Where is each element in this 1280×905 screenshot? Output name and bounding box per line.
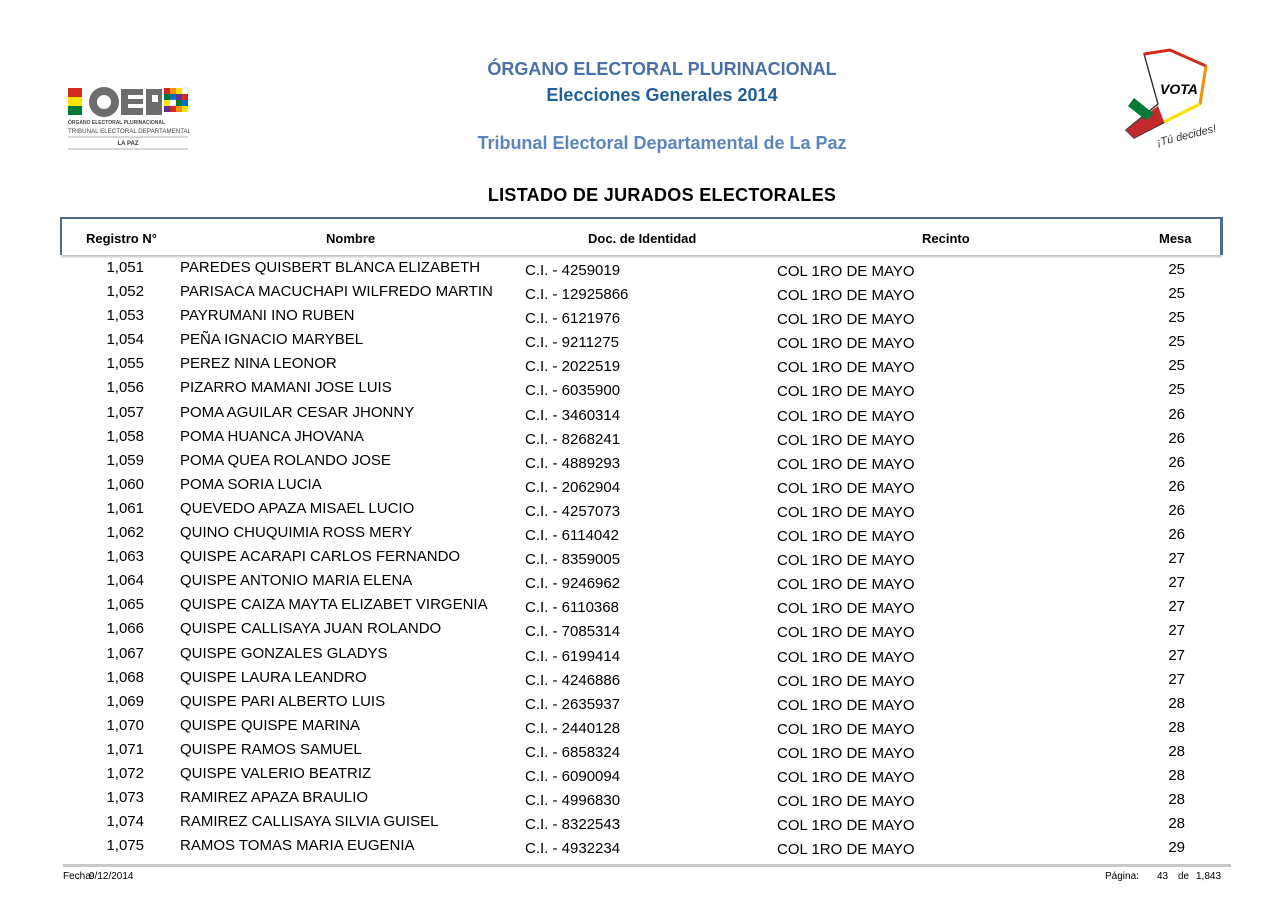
row-recinto: COL 1RO DE MAYO [777, 768, 915, 786]
row-registro: 1,071 [106, 740, 144, 758]
row-recinto: COL 1RO DE MAYO [777, 287, 915, 305]
table-row [0, 738, 1280, 762]
table-row [0, 304, 1280, 328]
row-mesa: 27 [1168, 550, 1185, 568]
row-registro: 1,056 [106, 379, 144, 397]
row-nombre: POMA QUEA ROLANDO JOSE [180, 451, 391, 469]
row-recinto: COL 1RO DE MAYO [777, 600, 915, 618]
row-doc: C.I. - 7085314 [525, 623, 621, 641]
row-doc: C.I. - 9246962 [525, 575, 621, 593]
row-mesa: 28 [1168, 742, 1185, 760]
table-row [0, 569, 1280, 593]
row-registro: 1,059 [106, 451, 144, 469]
col-nombre: Nombre [326, 231, 376, 246]
row-mesa: 26 [1168, 477, 1185, 495]
row-doc: C.I. - 4932234 [525, 840, 621, 858]
row-doc: C.I. - 6110368 [525, 599, 619, 617]
row-nombre: RAMIREZ CALLISAYA SILVIA GUISEL [180, 813, 439, 831]
oep-logo-line1: ÓRGANO ELECTORAL PLURINACIONAL [68, 120, 166, 126]
row-recinto: COL 1RO DE MAYO [777, 383, 915, 401]
table-row [0, 376, 1280, 400]
row-recinto: COL 1RO DE MAYO [777, 263, 915, 280]
row-nombre: RAMOS TOMAS MARIA EUGENIA [180, 837, 415, 855]
row-doc: C.I. - 8268241 [525, 430, 621, 448]
row-recinto: COL 1RO DE MAYO [777, 431, 915, 449]
row-mesa: 28 [1168, 791, 1185, 809]
row-registro: 1,060 [106, 475, 144, 493]
row-registro: 1,055 [106, 355, 144, 373]
row-mesa: 25 [1168, 261, 1185, 278]
table-row [0, 497, 1280, 521]
row-nombre: QUISPE QUISPE MARINA [180, 716, 361, 734]
col-recinto: Recinto [922, 231, 970, 246]
row-registro: 1,062 [106, 524, 144, 542]
footer-de: de [1178, 871, 1190, 882]
row-registro: 1,064 [106, 572, 144, 590]
row-registro: 1,052 [106, 283, 144, 301]
col-doc: Doc. de Identidad [588, 231, 697, 246]
row-registro: 1,068 [106, 668, 144, 686]
row-doc: C.I. - 6199414 [525, 647, 621, 665]
table-row [0, 762, 1280, 786]
row-doc: C.I. - 2022519 [525, 358, 621, 376]
vota-logo-slogan: ¡Tú decides! [1155, 122, 1216, 148]
table-row [0, 690, 1280, 714]
footer-page: 43 [1157, 871, 1169, 882]
row-doc: C.I. - 8359005 [525, 551, 621, 569]
row-nombre: RAMIREZ APAZA BRAULIO [180, 789, 369, 807]
row-mesa: 28 [1168, 718, 1185, 736]
row-recinto: COL 1RO DE MAYO [777, 672, 915, 690]
row-mesa: 26 [1168, 405, 1185, 423]
org-title: ÓRGANO ELECTORAL PLURINACIONAL [487, 59, 837, 79]
row-recinto: COL 1RO DE MAYO [777, 311, 915, 329]
row-registro: 1,065 [106, 596, 144, 614]
table-row [0, 352, 1280, 376]
col-registro: Registro N° [86, 231, 157, 246]
table-row [0, 617, 1280, 641]
column-header-bar [60, 217, 1223, 255]
row-recinto: COL 1RO DE MAYO [777, 552, 915, 570]
jurados-table [0, 256, 1280, 858]
row-nombre: PAYRUMANI INO RUBEN [180, 307, 355, 325]
row-mesa: 27 [1168, 622, 1185, 640]
row-doc: C.I. - 2440128 [525, 719, 621, 737]
row-registro: 1,067 [106, 644, 144, 662]
row-doc: C.I. - 2635937 [525, 695, 621, 713]
row-doc: C.I. - 4889293 [525, 454, 621, 472]
row-nombre: PEREZ NINA LEONOR [180, 355, 337, 373]
row-doc: C.I. - 4246886 [525, 671, 621, 689]
row-nombre: PAREDES QUISBERT BLANCA ELIZABETH [180, 259, 481, 276]
footer-total: 1,843 [1196, 871, 1222, 882]
row-nombre: QUISPE CAIZA MAYTA ELIZABET VIRGENIA [180, 596, 488, 614]
row-nombre: QUISPE GONZALES GLADYS [180, 644, 388, 662]
row-registro: 1,061 [106, 499, 144, 517]
row-recinto: COL 1RO DE MAYO [777, 576, 915, 594]
row-doc: C.I. - 4996830 [525, 792, 621, 810]
row-mesa: 25 [1168, 333, 1185, 351]
table-row [0, 786, 1280, 810]
row-nombre: QUINO CHUQUIMIA ROSS MERY [180, 524, 413, 542]
table-row [0, 666, 1280, 690]
row-nombre: POMA SORIA LUCIA [180, 475, 322, 493]
row-registro: 1,073 [106, 789, 144, 807]
bottom-divider [63, 864, 1231, 867]
row-mesa: 28 [1168, 766, 1185, 784]
row-recinto: COL 1RO DE MAYO [777, 359, 915, 377]
table-row [0, 401, 1280, 425]
election-title: Elecciones Generales 2014 [546, 85, 778, 105]
row-registro: 1,074 [106, 813, 144, 831]
row-nombre: QUISPE RAMOS SAMUEL [180, 740, 362, 758]
row-recinto: COL 1RO DE MAYO [777, 648, 915, 666]
table-row [0, 521, 1280, 545]
oep-logo-line3: LA PAZ [117, 141, 139, 147]
table-row [0, 256, 1280, 280]
row-recinto: COL 1RO DE MAYO [777, 455, 915, 473]
row-recinto: COL 1RO DE MAYO [777, 720, 915, 738]
row-nombre: QUISPE LAURA LEANDRO [180, 668, 367, 686]
row-mesa: 27 [1168, 598, 1185, 616]
row-registro: 1,057 [106, 403, 144, 421]
row-registro: 1,063 [106, 548, 144, 566]
row-registro: 1,070 [106, 716, 144, 734]
row-doc: C.I. - 6858324 [525, 743, 621, 761]
row-nombre: QUISPE ACARAPI CARLOS FERNANDO [180, 548, 461, 566]
row-registro: 1,069 [106, 692, 144, 710]
table-row [0, 714, 1280, 738]
row-mesa: 26 [1168, 501, 1185, 519]
row-nombre: QUEVEDO APAZA MISAEL LUCIO [180, 499, 415, 517]
tribunal-title: Tribunal Electoral Departamental de La Paz [477, 133, 847, 153]
table-row [0, 593, 1280, 617]
row-registro: 1,075 [106, 837, 144, 855]
table-row [0, 449, 1280, 473]
row-recinto: COL 1RO DE MAYO [777, 696, 915, 714]
table-row [0, 328, 1280, 352]
row-registro: 1,051 [106, 259, 144, 276]
table-row [0, 473, 1280, 497]
row-nombre: POMA AGUILAR CESAR JHONNY [180, 403, 415, 421]
col-mesa: Mesa [1159, 231, 1192, 246]
row-recinto: COL 1RO DE MAYO [777, 528, 915, 546]
row-nombre: QUISPE VALERIO BEATRIZ [180, 764, 372, 782]
row-mesa: 27 [1168, 574, 1185, 592]
row-doc: C.I. - 2062904 [525, 478, 621, 496]
row-registro: 1,072 [106, 764, 144, 782]
row-recinto: COL 1RO DE MAYO [777, 335, 915, 353]
row-mesa: 26 [1168, 526, 1185, 544]
row-mesa: 29 [1168, 839, 1185, 857]
row-mesa: 27 [1168, 646, 1185, 664]
table-row [0, 642, 1280, 666]
table-row [0, 280, 1280, 304]
row-recinto: COL 1RO DE MAYO [777, 744, 915, 762]
row-mesa: 28 [1168, 815, 1185, 833]
row-recinto: COL 1RO DE MAYO [777, 407, 915, 425]
table-row [0, 425, 1280, 449]
row-registro: 1,053 [106, 307, 144, 325]
row-doc: C.I. - 4259019 [525, 262, 621, 279]
row-nombre: PEÑA IGNACIO MARYBEL [180, 331, 364, 349]
row-recinto: COL 1RO DE MAYO [777, 479, 915, 497]
table-row [0, 834, 1280, 858]
row-registro: 1,054 [106, 331, 144, 349]
row-doc: C.I. - 12925866 [525, 286, 629, 304]
row-recinto: COL 1RO DE MAYO [777, 817, 915, 835]
row-mesa: 28 [1168, 694, 1185, 712]
row-registro: 1,058 [106, 427, 144, 445]
row-recinto: COL 1RO DE MAYO [777, 793, 915, 811]
list-title: LISTADO DE JURADOS ELECTORALES [487, 185, 837, 205]
footer-fecha: 9/12/2014 [89, 871, 134, 882]
row-nombre: PARISACA MACUCHAPI WILFREDO MARTIN [180, 283, 493, 301]
table-row [0, 810, 1280, 834]
row-mesa: 25 [1168, 285, 1185, 303]
row-doc: C.I. - 6121976 [525, 310, 621, 328]
footer-fecha-label: Fecha: [63, 871, 94, 882]
row-mesa: 26 [1168, 429, 1185, 447]
row-doc: C.I. - 8322543 [525, 816, 621, 834]
row-recinto: COL 1RO DE MAYO [777, 503, 915, 521]
row-doc: C.I. - 9211275 [525, 334, 619, 352]
vota-logo-word: VOTA [1160, 81, 1198, 97]
row-nombre: QUISPE ANTONIO MARIA ELENA [180, 572, 413, 590]
row-doc: C.I. - 4257073 [525, 502, 621, 520]
row-doc: C.I. - 6114042 [525, 527, 619, 545]
row-mesa: 25 [1168, 357, 1185, 375]
row-doc: C.I. - 6035900 [525, 382, 621, 400]
row-mesa: 27 [1168, 670, 1185, 688]
oep-logo-line2: TRIBUNAL ELECTORAL DEPARTAMENTAL [68, 128, 190, 135]
row-registro: 1,066 [106, 620, 144, 638]
row-mesa: 25 [1168, 381, 1185, 399]
row-nombre: PIZARRO MAMANI JOSE LUIS [180, 379, 392, 397]
row-recinto: COL 1RO DE MAYO [777, 841, 915, 859]
table-row [0, 545, 1280, 569]
row-mesa: 26 [1168, 453, 1185, 471]
row-nombre: POMA HUANCA JHOVANA [180, 427, 364, 445]
row-nombre: QUISPE CALLISAYA JUAN ROLANDO [180, 620, 442, 638]
row-recinto: COL 1RO DE MAYO [777, 624, 915, 642]
row-doc: C.I. - 3460314 [525, 406, 621, 424]
row-mesa: 25 [1168, 309, 1185, 327]
footer-pagina-label: Página: [1105, 871, 1139, 882]
row-doc: C.I. - 6090094 [525, 767, 621, 785]
row-nombre: QUISPE PARI ALBERTO LUIS [180, 692, 386, 710]
